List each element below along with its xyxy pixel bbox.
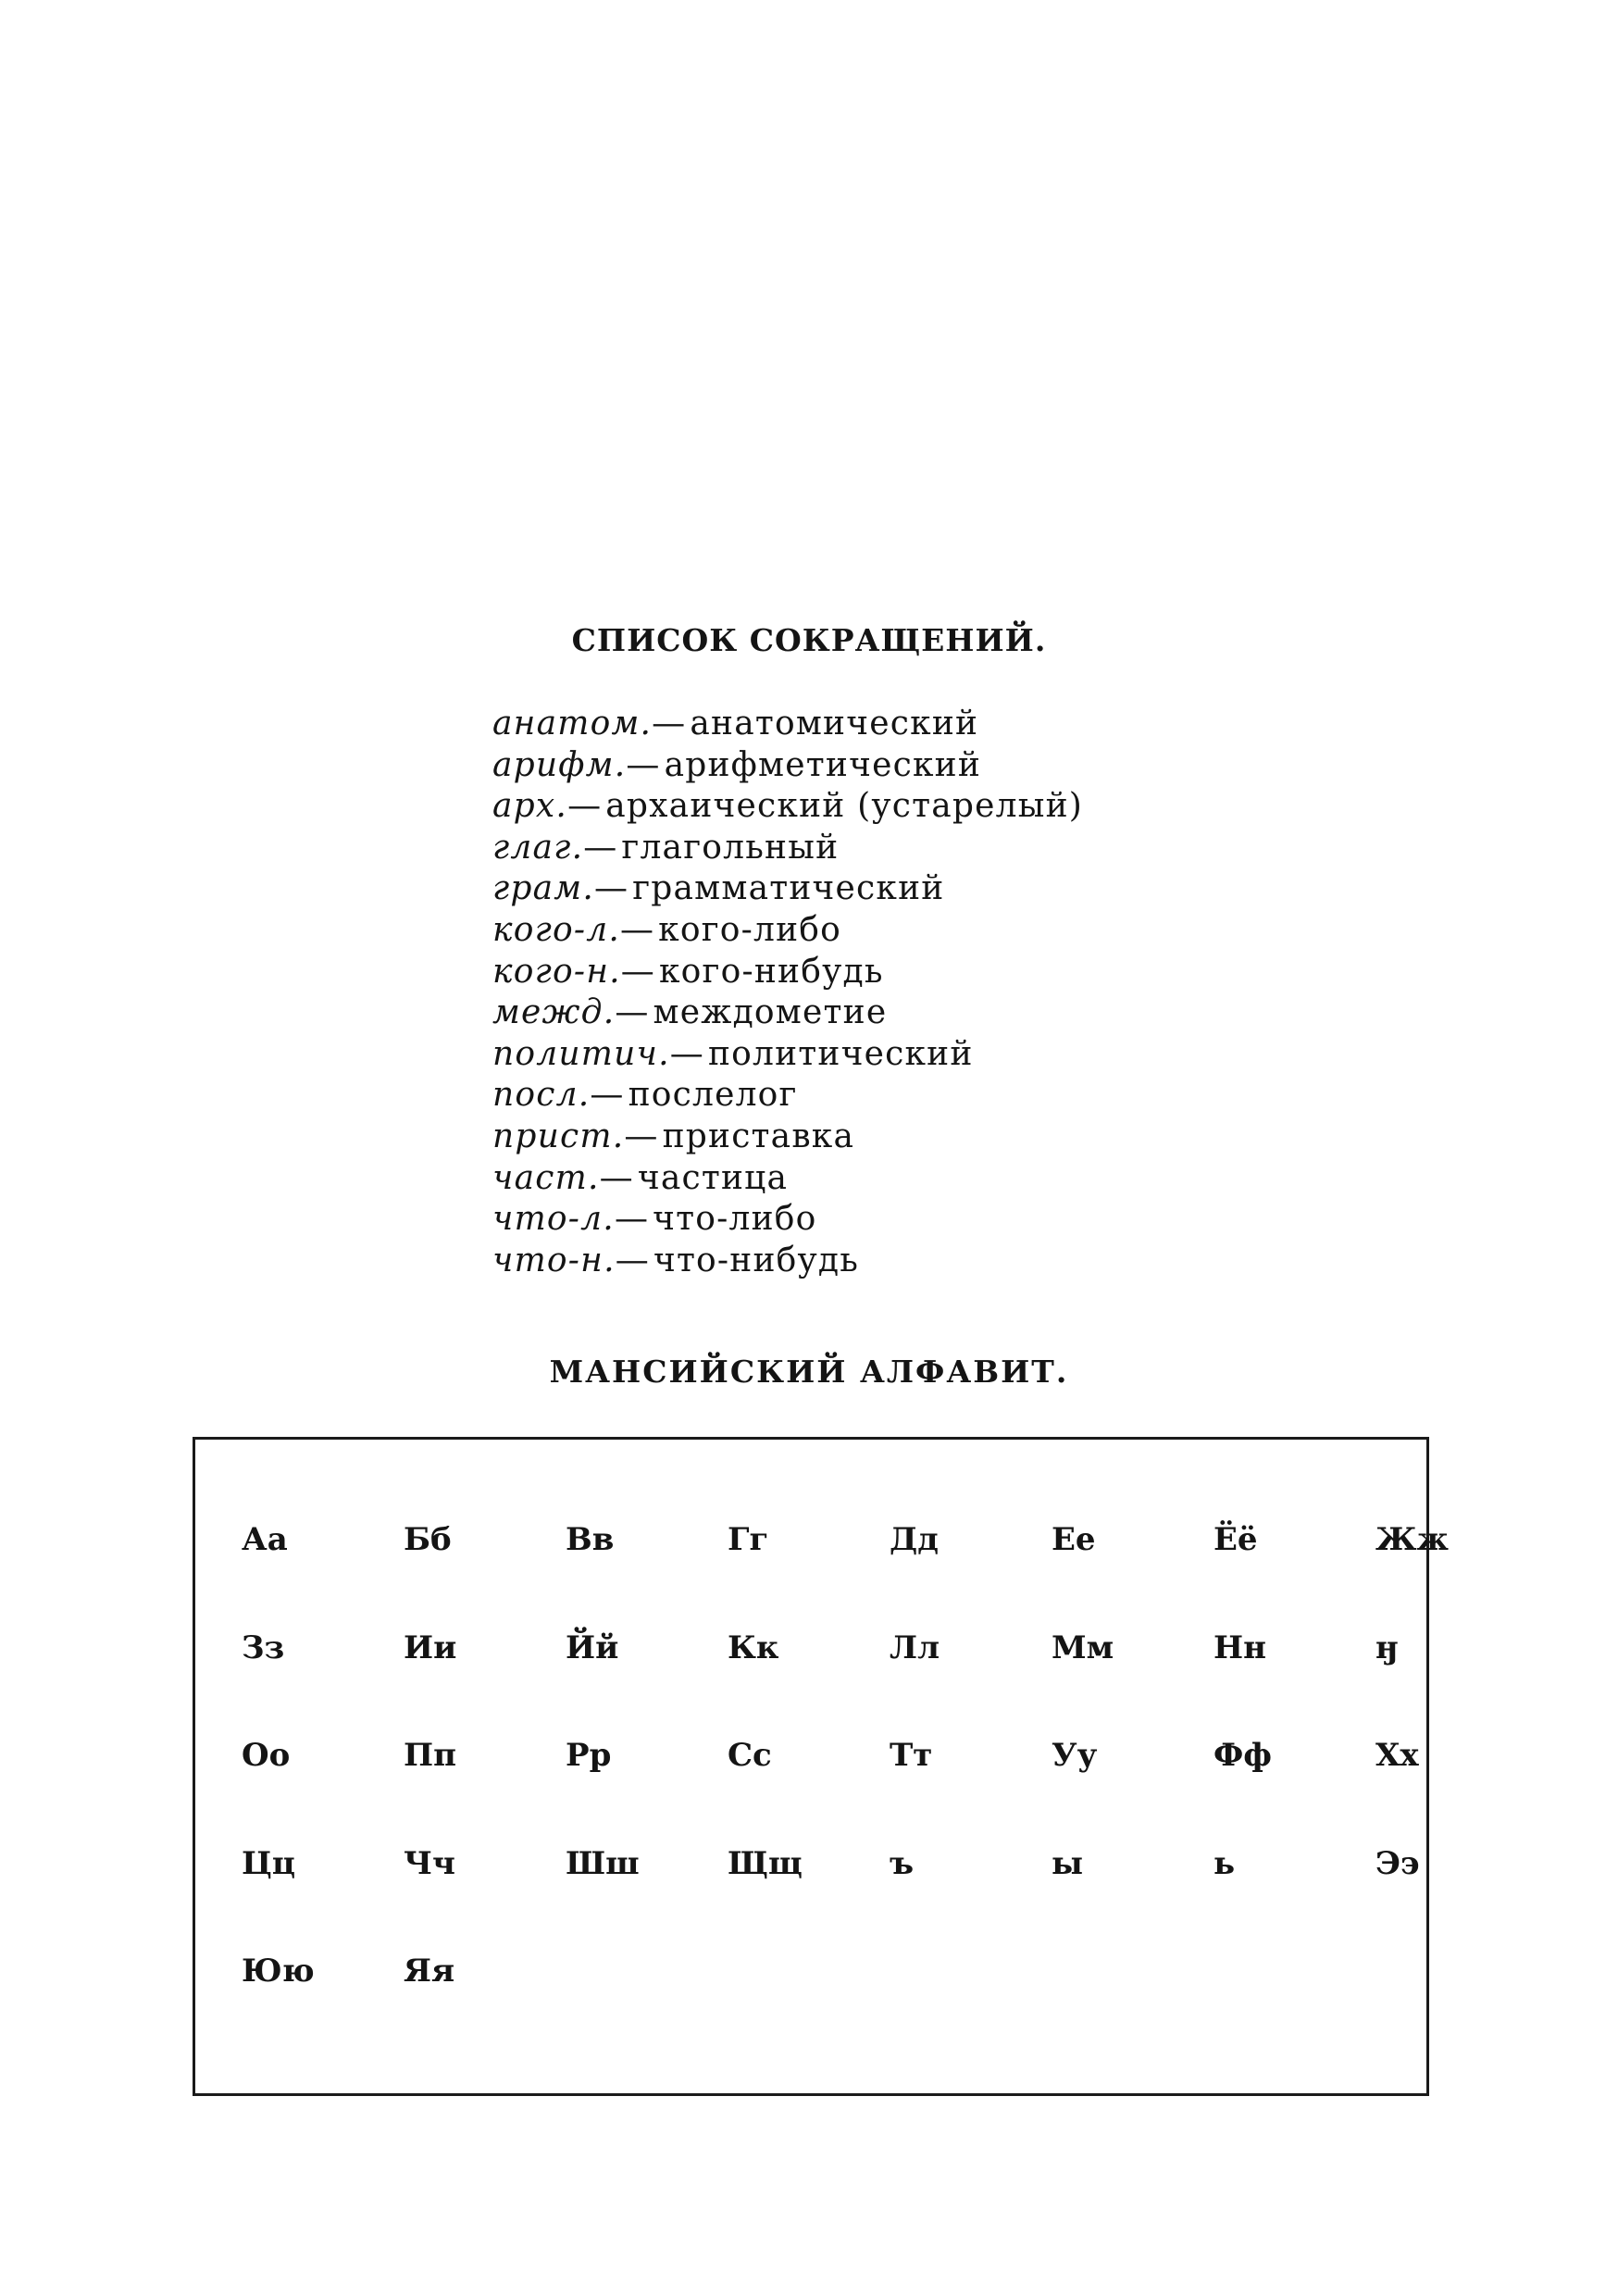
alphabet-letter: Тт	[890, 1737, 933, 1774]
alphabet-heading: МАНСИЙСКИЙ АЛФАВИТ.	[549, 1354, 1069, 1390]
abbreviation-dash: —	[567, 787, 603, 826]
alphabet-letter: Щщ	[728, 1844, 803, 1882]
abbreviation-entry	[492, 1117, 1326, 1158]
abbreviation-term: арифм.	[492, 745, 627, 784]
alphabet-letter: Гг	[728, 1521, 769, 1558]
abbreviation-meaning: арифметический	[664, 745, 982, 784]
alphabet-letter: ь	[1214, 1844, 1236, 1882]
alphabet-letter: Пп	[404, 1737, 456, 1774]
abbreviation-term: част.	[492, 1158, 600, 1197]
alphabet-letter: Юю	[242, 1953, 315, 1990]
alphabet-letter: Зз	[242, 1628, 285, 1666]
abbreviation-term: прист.	[492, 1117, 625, 1155]
alphabet-letter: ы	[1052, 1844, 1084, 1882]
abbreviation-dash: —	[583, 828, 618, 867]
abbreviation-entry	[492, 992, 1326, 1034]
abbreviation-dash: —	[615, 1241, 650, 1279]
alphabet-letter: Нн	[1214, 1628, 1267, 1666]
alphabet-letter: Бб	[404, 1521, 452, 1558]
alphabet-letter: Кк	[728, 1628, 779, 1666]
abbreviation-entry	[492, 828, 1326, 869]
abbreviation-meaning: грамматический	[632, 869, 945, 908]
abbreviation-term: кого-н.	[492, 952, 621, 991]
abbreviations-heading: СПИСОК СОКРАЩЕНИЙ.	[571, 622, 1047, 658]
abbreviation-dash: —	[620, 952, 655, 991]
alphabet-letter: Вв	[566, 1521, 615, 1558]
abbreviation-entry	[492, 1241, 1326, 1282]
abbreviation-meaning: политический	[707, 1034, 974, 1073]
alphabet-letter: ъ	[890, 1844, 915, 1882]
abbreviation-dash: —	[624, 1117, 659, 1155]
alphabet-letter: Фф	[1214, 1737, 1272, 1774]
abbreviation-entry	[492, 704, 1326, 745]
abbreviation-entry	[492, 1199, 1326, 1241]
abbreviation-meaning: глагольный	[621, 828, 840, 867]
abbreviation-meaning: кого-либо	[658, 910, 842, 949]
alphabet-letter: Хх	[1375, 1737, 1419, 1774]
alphabet-letter: Оо	[242, 1737, 291, 1774]
alphabet-letter: Йй	[566, 1628, 619, 1666]
abbreviation-dash: —	[590, 1076, 625, 1115]
alphabet-letter: ӈ	[1375, 1628, 1399, 1666]
abbreviation-meaning: архаический (устарелый)	[605, 787, 1084, 826]
abbreviation-term: глаг.	[492, 828, 584, 867]
abbreviation-term: что-л.	[492, 1200, 615, 1239]
alphabet-letter: Уу	[1052, 1737, 1098, 1774]
abbreviation-term: межд.	[492, 993, 616, 1032]
abbreviation-term: политич.	[492, 1034, 670, 1073]
alphabet-letter: Лл	[890, 1628, 940, 1666]
alphabet-letter: Шш	[566, 1844, 640, 1882]
abbreviation-meaning: кого-нибудь	[658, 952, 884, 991]
abbreviation-entry	[492, 868, 1326, 910]
abbreviation-entry	[492, 745, 1326, 787]
abbreviation-dash: —	[594, 869, 629, 908]
alphabet-letter: Ёё	[1214, 1521, 1258, 1558]
alphabet-letter: Аа	[242, 1521, 288, 1558]
abbreviation-dash: —	[619, 910, 655, 949]
abbreviation-meaning: анатомический	[690, 705, 979, 742]
abbreviation-meaning: частица	[637, 1158, 789, 1197]
abbreviation-dash: —	[615, 993, 650, 1032]
abbreviation-dash: —	[599, 1158, 634, 1197]
abbreviation-entry	[492, 1158, 1326, 1200]
abbreviation-dash: —	[614, 1200, 650, 1239]
alphabet-letter: Ее	[1052, 1521, 1096, 1558]
alphabet-letter: Ээ	[1375, 1844, 1420, 1882]
abbreviation-entry	[492, 1034, 1326, 1076]
abbreviation-term: кого-л.	[492, 910, 620, 949]
abbreviations-list	[492, 704, 1326, 1281]
alphabet-grid	[242, 1521, 1449, 2061]
abbreviation-entry	[492, 786, 1326, 828]
abbreviation-term: что-н.	[492, 1241, 616, 1279]
alphabet-letter: Ии	[404, 1628, 457, 1666]
alphabet-letter: Чч	[404, 1844, 455, 1882]
abbreviation-dash: —	[652, 705, 687, 742]
abbreviation-term: грам.	[492, 869, 594, 908]
abbreviation-meaning: послелог	[628, 1076, 798, 1115]
alphabet-letter: Цц	[242, 1844, 295, 1882]
abbreviation-term: анатом.	[492, 705, 653, 742]
abbreviation-meaning: что-либо	[653, 1200, 817, 1239]
abbreviation-meaning: приставка	[662, 1117, 855, 1155]
alphabet-letter: Дд	[890, 1521, 939, 1558]
abbreviation-entry	[492, 1075, 1326, 1117]
alphabet-letter: Жж	[1375, 1521, 1449, 1558]
abbreviation-meaning: что-нибудь	[653, 1241, 860, 1279]
alphabet-letter: Рр	[566, 1737, 612, 1774]
alphabet-letter: Сс	[728, 1737, 772, 1774]
alphabet-letter: Мм	[1052, 1628, 1114, 1666]
abbreviation-meaning: междометие	[653, 993, 888, 1032]
alphabet-table-frame	[193, 1437, 1449, 2096]
abbreviation-entry	[492, 910, 1326, 952]
abbreviation-dash: —	[669, 1034, 704, 1073]
abbreviation-entry	[492, 952, 1326, 993]
abbreviation-dash: —	[626, 745, 661, 784]
alphabet-letter: Яя	[404, 1953, 455, 1990]
abbreviation-term: арх.	[492, 787, 568, 826]
abbreviation-term: посл.	[492, 1076, 591, 1115]
